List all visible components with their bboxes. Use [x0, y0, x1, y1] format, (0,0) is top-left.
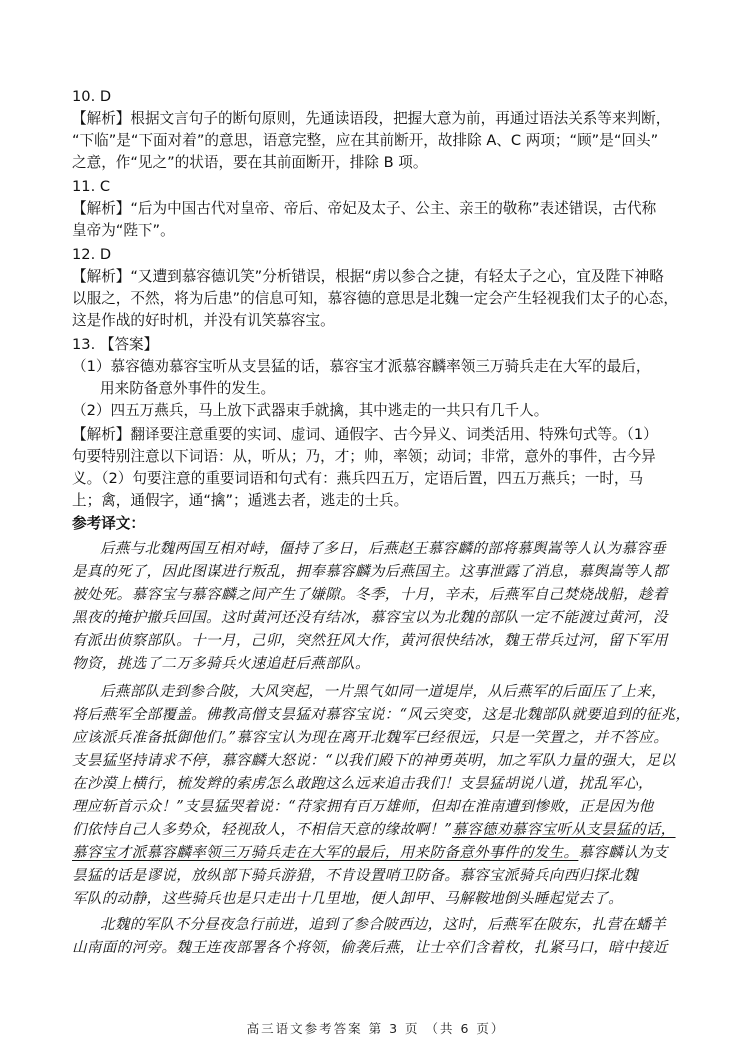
- translation-p2-line-8: 慕容宝才派慕容麟率领三万骑兵走在大军的最后，用来防备意外事件的发生。慕容麟认为支: [72, 844, 668, 861]
- translation-p2-line-7: 们依恃自己人多势众，轻视敌人，不相信天意的缘故啊！”慕容德劝慕容宝听从支昙猛的话，: [72, 821, 676, 838]
- underlined-answer-part-1: 慕容德劝慕容宝听从支昙猛的话，: [452, 821, 676, 838]
- analysis-12-line-1: 【解析】“又遭到慕容德讥笑”分析错误，根据“虏以参合之捷，有轻太子之心，宜及陛下神略: [72, 268, 664, 285]
- analysis-12-line-2: 以服之，不然，将为后患”的信息可知，慕容德的意思是北魏一定会产生轻视我们太子的心态，: [72, 290, 678, 307]
- analysis-13-line-1: 【解析】翻译要注意重要的实词、虚词、通假字、古今异义、词类活用、特殊句式等。（1）: [72, 426, 658, 443]
- analysis-10-line-2: “下临”是“下面对着”的意思，语意完整，应在其前断开，故排除 A、C 两项；“顾”是“回头”: [72, 132, 659, 149]
- analysis-10-line-1: 【解析】根据文言句子的断句原则，先通读语段，把握大意为前，再通过语法关系等来判断，: [72, 110, 671, 127]
- analysis-11-line-2: 皇帝为“陛下”。: [72, 222, 175, 239]
- answer-13-heading: 13. 【答案】: [72, 336, 159, 353]
- translation-p2-line-9: 昙猛的话是谬说，放纵部下骑兵游猎，不肯设置哨卫防备。慕容宝派骑兵向西归探北魏: [72, 867, 638, 884]
- answer-11: 11. C: [72, 178, 111, 195]
- answer-10: 10. D: [72, 88, 112, 105]
- translation-heading: 参考译文：: [72, 515, 145, 532]
- translation-p1-line-6: 物资，挑选了二万多骑兵火速追赶后燕部队。: [72, 655, 370, 672]
- analysis-12-line-3: 这是作战的好时机，并没有讥笑慕容宝。: [72, 312, 335, 329]
- translation-p2-line-1: 后燕部队走到参合陂，大风突起，一片黑气如同一道堤岸，从后燕军的后面压了上来，: [100, 683, 666, 700]
- page-footer: 高三语文参考答案 第 3 页 （共 6 页）: [246, 1021, 506, 1036]
- translation-p2-line-4: 支昙猛坚持请求不停，慕容麟大怒说：“以我们殿下的神勇英明，加之军队力量的强大，足以: [72, 752, 676, 769]
- translation-p1-line-2: 是真的死了，因此图谋进行叛乱，拥奉慕容麟为后燕国主。这事泄露了消息，慕舆嵩等人都: [72, 563, 668, 580]
- translation-p1-line-4: 黑夜的掩护撤兵回国。这时黄河还没有结冰，慕容宝以为北魏的部队一定不能渡过黄河，没: [72, 609, 668, 626]
- analysis-11-line-1: 【解析】“后为中国古代对皇帝、帝后、帝妃及太子、公主、亲王的敬称”表述错误，古代称: [72, 200, 657, 217]
- answer-13-item-2: （2）四五万燕兵，马上放下武器束手就擒，其中逃走的一共只有几千人。: [72, 402, 549, 419]
- translation-p1-line-3: 被处死。慕容宝与慕容麟之间产生了嫌隙。冬季，十月，辛未，后燕军自己焚烧战船，趁着: [72, 586, 668, 603]
- translation-p2-line-3: 应该派兵准备抵御他们。”慕容宝认为现在离开北魏军已经很远，只是一笑置之，并不答应。: [72, 729, 669, 746]
- analysis-13-line-4: 上；禽，通假字，通“擒”；遁逃去者，逃走的士兵。: [72, 492, 409, 509]
- answer-13-item-1-cont: 用来防备意外事件的发生。: [100, 380, 276, 397]
- analysis-10-line-3: 之意，作“见之”的状语，要在其前面断开，排除 B 项。: [72, 154, 428, 171]
- translation-p1-line-1: 后燕与北魏两国互相对峙，僵持了多日，后燕赵王慕容麟的部将慕舆嵩等人认为慕容垂: [100, 540, 666, 557]
- answer-12: 12. D: [72, 246, 112, 263]
- translation-p3-line-2: 山南面的河旁。魏王连夜部署各个将领，偷袭后燕，让士卒们含着枚，扎紧马口，暗中接近: [72, 939, 668, 956]
- answer-13-item-1: （1）慕容德劝慕容宝听从支昙猛的话，慕容宝才派慕容麟率领三万骑兵走在大军的最后，: [72, 358, 651, 375]
- translation-p2-line-10: 军队的动静，这些骑兵也是只走出十几里地，便人卸甲、马解鞍地倒头睡起觉去了。: [72, 890, 624, 907]
- translation-p2-line-5: 在沙漠上横行，梳发辫的索虏怎么敢跑这么远来追击我们！支昙猛胡说八道，扰乱军心，: [72, 775, 653, 792]
- analysis-13-line-2: 句要特别注意以下词语：从，听从；乃，才；帅，率领；动词；非常，意外的事件，古今异: [72, 448, 656, 465]
- translation-p2-line-2: 将后燕军全部覆盖。佛教高僧支昙猛对慕容宝说：“风云突变，这是北魏部队就要追到的征兆，: [72, 706, 691, 723]
- translation-p1-line-5: 有派出侦察部队。十一月，己卯，突然狂风大作，黄河很快结冰，魏王带兵过河，留下军用: [72, 632, 668, 649]
- analysis-13-line-3: 义。（2）句要注意的重要词语和句式有：燕兵四五万，定语后置，四五万燕兵；一时，马: [72, 470, 644, 487]
- underlined-answer-part-2: 慕容宝才派慕容麟率领三万骑兵走在大军的最后，用来防备意外事件的发生。: [72, 844, 579, 861]
- translation-p2-line-6: 理应斩首示众！”支昙猛哭着说：“苻家拥有百万雄师，但却在淮南遭到惨败，正是因为他: [72, 798, 654, 815]
- translation-p3-line-1: 北魏的军队不分昼夜急行前进，追到了参合陂西边，这时，后燕军在陂东，扎营在蟠羊: [100, 916, 666, 933]
